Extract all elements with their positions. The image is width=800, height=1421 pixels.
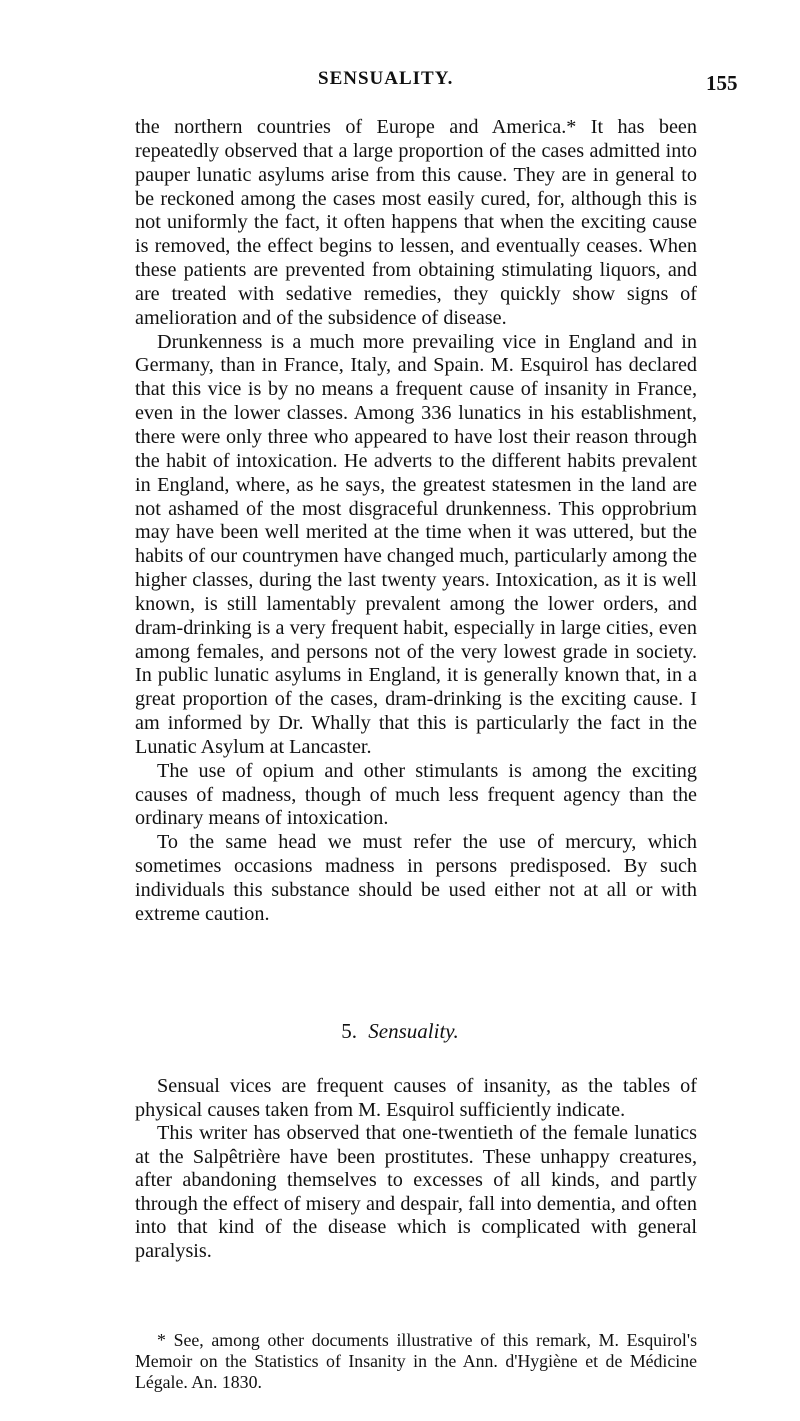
section-title: Sensuality. xyxy=(368,1019,459,1043)
paragraph: This writer has observed that one-twentieth of the female lunatics at the Salpêtrière have been prostitutes. These unhappy creatures, after abandoning themselves to excesses of all kinds, and partly through the effect of misery and despair, fall into dementia, and often into that kind of the disease which is complicated with general paralysis. xyxy=(135,1122,697,1262)
running-head: SENSUALITY. xyxy=(318,68,454,89)
body-text xyxy=(135,116,697,927)
page-header xyxy=(0,64,800,94)
section-text xyxy=(135,1075,697,1263)
footnote: * See, among other documents illustrative of this remark, M. Esquirol's Memoir on the Statistics of Insanity in the Ann. d'Hygiène et de Médicine Légale. An. 1830. xyxy=(135,1330,697,1392)
section-number: 5. xyxy=(341,1019,358,1043)
paragraph: the northern countries of Europe and America.* It has been repeatedly observed that a large proportion of the cases admitted into pauper lunatic asylums arise from this cause. They are in general to be reckoned among the cases most easily cured, for, although this is not uniformly the fact, it often happens that when the exciting cause is removed, the effect begins to lessen, and eventually ceases. When these patients are prevented from obtaining stimulating liquors, and are treated with sedative remedies, they quickly show signs of amelioration and of the subsidence of disease. xyxy=(135,116,697,329)
page-number: 155 xyxy=(706,71,738,95)
section-heading xyxy=(0,1019,800,1044)
paragraph: Sensual vices are frequent causes of insanity, as the tables of physical causes taken from M. Esquirol sufficiently indicate. xyxy=(135,1075,697,1121)
paragraph: The use of opium and other stimulants is among the exciting causes of madness, though of much less frequent agency than the ordinary means of intoxication. xyxy=(135,759,697,830)
paragraph: To the same head we must refer the use of mercury, which sometimes occasions madness in persons predisposed. By such individuals this substance should be used either not at all or with extreme caution. xyxy=(135,831,697,925)
paragraph: Drunkenness is a much more prevailing vice in England and in Germany, than in France, Italy, and Spain. M. Esquirol has declared that this vice is by no means a frequent cause of insanity in France, even in the lower classes. Among 336 lunatics in his establishment, there were only three who appeared to have lost their reason through the habit of intoxication. He adverts to the different habits prevalent in England, where, as he says, the greatest statesmen in the land are not ashamed of the most disgraceful drunkenness. This opprobrium may have been well merited at the time when it was uttered, but the habits of our countrymen have changed much, particularly among the higher classes, during the last twenty years. Intoxication, as it is well known, is still lamentably prevalent among the lower orders, and dram-drinking is a very frequent habit, especially in large cities, even among females, and persons not of the very lowest grade in society. In public lunatic asylums in England, it is generally known that, in a great proportion of the cases, dram-drinking is the exciting cause. I am informed by Dr. Whally that this is particularly the fact in the Lunatic Asylum at Lancaster. xyxy=(135,330,697,758)
